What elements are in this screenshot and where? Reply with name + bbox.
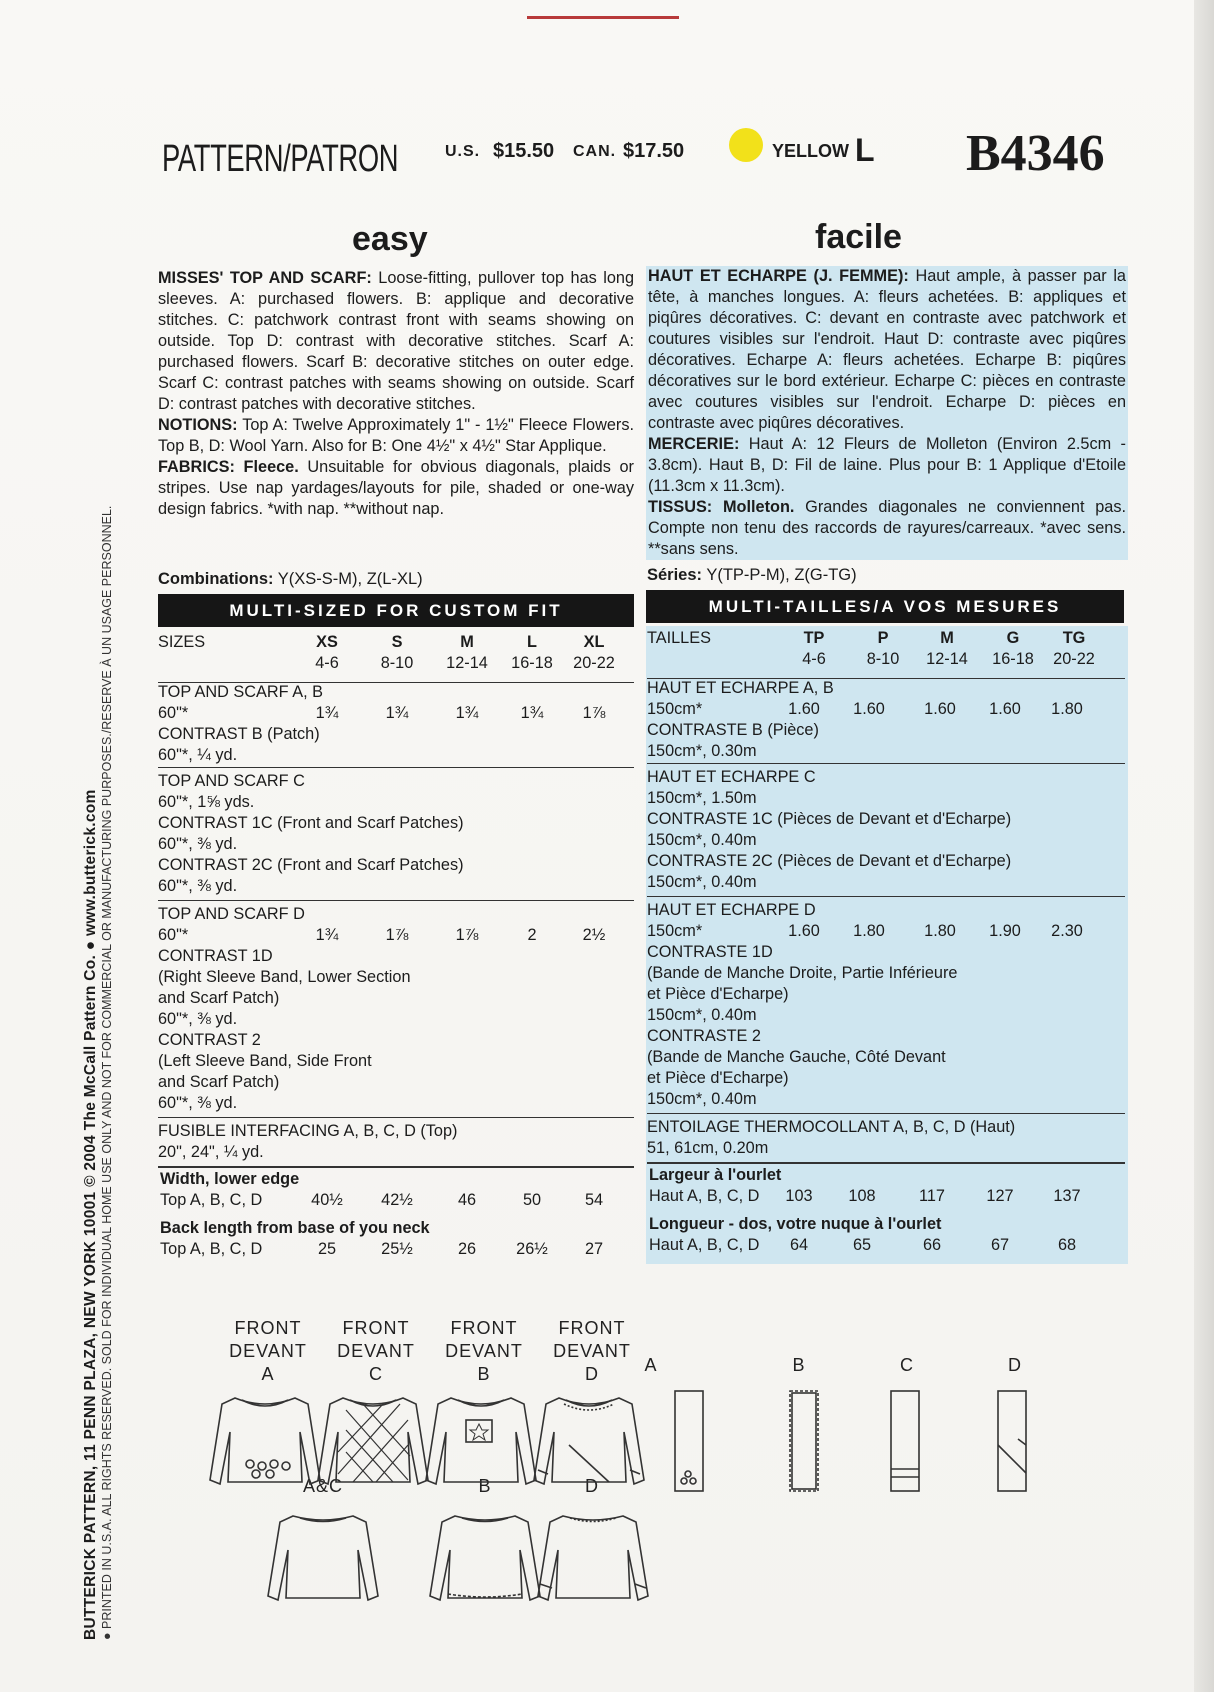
- front-label-view: C: [369, 1364, 383, 1384]
- c-contrast2: CONTRASTE 2C (Pièces de Devant et d'Echarpe): [647, 852, 1012, 870]
- description-text-fr: Haut ample, à passer par la tête, à manches longues. A: fleurs achetées. B: appliques et piqûres décoratives. C: devant en contraste avec patchwork et coutures visibles sur l'endroit. Haut D: contraste avec piqûres décoratives. Echarpe A: fleurs achetées. Echarpe B: piqûres décoratives sur le bord extérieur. Echarpe C: pièces en contraste avec coutures visibles sur l'endroit. Echarpe D: pièces en contraste avec piqûres décoratives.: [648, 267, 1126, 432]
- d-contrast1-value: 150cm*, 0.40m: [647, 1006, 757, 1024]
- description-en: [158, 268, 634, 520]
- d-contrast1: CONTRAST 1D: [158, 947, 273, 965]
- width-label: Largeur à l'ourlet: [649, 1166, 782, 1184]
- fabrics-bold-en: Fleece.: [243, 458, 299, 476]
- width-value: 46: [457, 1191, 477, 1209]
- d-title: TOP AND SCARF D: [158, 905, 305, 923]
- top-front-d-icon: [534, 1398, 644, 1484]
- front-label-line: DEVANT: [445, 1341, 523, 1361]
- pattern-label: PATTERN/PATRON: [162, 138, 399, 180]
- d-contrast2-desc-a: (Bande de Manche Gauche, Côté Devant: [647, 1048, 946, 1066]
- front-label-view: D: [585, 1364, 599, 1384]
- size-code: S: [391, 633, 403, 651]
- yardage-value: 1.90: [989, 922, 1021, 940]
- length-row: Top A, B, C, D: [160, 1240, 263, 1258]
- ab-contrast-value: 60"*, ¼ yd.: [158, 746, 238, 764]
- row-divider: [647, 1162, 1125, 1164]
- width-row: Top A, B, C, D: [160, 1191, 263, 1209]
- front-label-line: DEVANT: [229, 1341, 307, 1361]
- ab-contrast: CONTRAST B (Patch): [158, 725, 320, 743]
- ab-contrast-value: 150cm*, 0.30m: [647, 742, 757, 760]
- fabrics-bold-fr: Molleton.: [722, 498, 795, 516]
- d-contrast1-desc-a: (Right Sleeve Band, Lower Section: [158, 968, 411, 986]
- yardage-value: 1¾: [455, 704, 479, 722]
- front-views: [200, 1390, 660, 1490]
- size-code: M: [460, 633, 474, 651]
- notions-label-fr: MERCERIE:: [648, 435, 740, 453]
- c-contrast1-value: 60"*, ⅜ yd.: [158, 835, 238, 853]
- length-label: Longueur - dos, votre nuque à l'ourlet: [649, 1215, 942, 1233]
- c-contrast1-value: 150cm*, 0.40m: [647, 831, 757, 849]
- size-range: 16-18: [992, 650, 1034, 668]
- size-range: 16-18: [511, 654, 553, 672]
- scarf-label-a: A: [644, 1355, 658, 1375]
- length-value: 27: [584, 1240, 604, 1258]
- row-divider: [158, 767, 634, 768]
- interfacing: FUSIBLE INTERFACING A, B, C, D (Top): [158, 1122, 458, 1140]
- c-contrast2-value: 60"*, ⅜ yd.: [158, 877, 238, 895]
- back-views: [265, 1508, 665, 1608]
- length-value: 25½: [381, 1240, 413, 1258]
- can-label: CAN.: [573, 143, 617, 160]
- d-fabric: 150cm*: [647, 922, 703, 940]
- size-code: TP: [803, 629, 825, 647]
- size-code: L: [855, 132, 875, 168]
- c-title: TOP AND SCARF C: [158, 772, 305, 790]
- width-value: 127: [986, 1187, 1014, 1205]
- description-fr: [646, 266, 1128, 560]
- scarf-a-icon: [675, 1391, 703, 1491]
- top-front-a-icon: [210, 1398, 320, 1484]
- sizes-label: SIZES: [158, 633, 206, 651]
- interfacing: ENTOILAGE THERMOCOLLANT A, B, C, D (Haut): [647, 1118, 1016, 1136]
- size-code: G: [1006, 629, 1020, 647]
- side-imprint-line2: ● PRINTED IN U.S.A. ALL RIGHTS RESERVED. SOLD FOR INDIVIDUAL HOME USE ONLY AND NOT FOR COMMERCIAL OR MANUFACTURING PURPOSES./RESERVE À UN USAGE PERSONNEL.: [100, 505, 114, 1640]
- yardage-value: 1.80: [853, 922, 885, 940]
- width-row: Haut A, B, C, D: [649, 1187, 760, 1205]
- title-en: MISSES' TOP AND SCARF:: [158, 269, 372, 287]
- yardage-table-en: [158, 630, 634, 1270]
- top-front-c-icon: [318, 1398, 428, 1484]
- combinations-en: [158, 570, 423, 589]
- size-code: M: [940, 629, 954, 647]
- d-contrast1-desc-b: et Pièce d'Echarpe): [647, 985, 789, 1003]
- scarf-d-icon: [998, 1391, 1026, 1491]
- can-price: $17.50: [623, 140, 685, 162]
- fabrics-label-fr: TISSUS:: [648, 498, 713, 516]
- scarf-label-c: C: [900, 1355, 914, 1375]
- d-contrast2: CONTRAST 2: [158, 1031, 261, 1049]
- paper-edge: [1194, 0, 1214, 1692]
- front-label-view: A: [261, 1364, 275, 1384]
- us-price: $15.50: [493, 140, 555, 162]
- yardage-value: 1⅞: [385, 926, 409, 944]
- width-label: Width, lower edge: [160, 1170, 300, 1188]
- c-contrast2: CONTRAST 2C (Front and Scarf Patches): [158, 856, 464, 874]
- d-contrast2-value: 60"*, ⅜ yd.: [158, 1094, 238, 1112]
- front-label-line: FRONT: [234, 1318, 302, 1338]
- size-range: 8-10: [380, 654, 414, 672]
- notions-fr: Haut A: 12 Fleurs de Molleton (Environ 2.5cm - 3.8cm). Haut B, D: Fil de laine. Plus pour B: 1 Applique d'Etoile (11.3cm x 11.3cm).: [648, 435, 1126, 495]
- top-back-d-icon: [538, 1516, 648, 1600]
- front-label-b: [429, 1317, 539, 1386]
- c-fabric: 150cm*, 1.50m: [647, 789, 757, 807]
- yardage-value: 1.80: [1051, 700, 1083, 718]
- d-contrast2-desc-a: (Left Sleeve Band, Side Front: [158, 1052, 372, 1070]
- fabrics-fr: Grandes diagonales ne conviennent pas. Compte non tenu des raccords de rayures/carreaux. *avec sens. **sans sens.: [648, 498, 1126, 558]
- yardage-value: 1⅞: [455, 926, 479, 944]
- length-value: 67: [990, 1236, 1010, 1254]
- side-imprint-line1: BUTTERICK PATTERN, 11 PENN PLAZA, NEW YORK 10001 © 2004 The McCall Pattern Co. ● www.butterick.com: [82, 789, 99, 1640]
- d-contrast2-desc-b: et Pièce d'Echarpe): [647, 1069, 789, 1087]
- row-divider: [158, 900, 634, 901]
- row-divider: [647, 1113, 1125, 1114]
- width-value: 50: [522, 1191, 542, 1209]
- interfacing-value: 20", 24", ¼ yd.: [158, 1143, 264, 1161]
- c-contrast2-value: 150cm*, 0.40m: [647, 873, 757, 891]
- size-range: 8-10: [866, 650, 900, 668]
- size-code: P: [877, 629, 889, 647]
- color-label: YELLOW: [772, 141, 849, 161]
- tailles-label: TAILLES: [647, 629, 711, 647]
- row-divider: [158, 1166, 634, 1168]
- length-label: Back length from base of you neck: [160, 1219, 430, 1237]
- yardage-table-fr: [647, 626, 1125, 1266]
- yardage-value: 1.60: [989, 700, 1021, 718]
- size-range: 12-14: [926, 650, 968, 668]
- ab-fabric: 150cm*: [647, 700, 703, 718]
- width-value: 42½: [381, 1191, 413, 1209]
- front-label-d: [537, 1317, 647, 1386]
- ab-title: HAUT ET ECHARPE A, B: [647, 679, 834, 697]
- ab-fabric: 60"*: [158, 704, 189, 722]
- c-contrast1: CONTRAST 1C (Front and Scarf Patches): [158, 814, 464, 832]
- width-value: 40½: [311, 1191, 343, 1209]
- size-range: 20-22: [573, 654, 615, 672]
- size-range: 20-22: [1053, 650, 1095, 668]
- width-value: 54: [584, 1191, 604, 1209]
- combinations-label-en: Combinations:: [158, 570, 274, 588]
- yardage-value: 2: [527, 926, 537, 944]
- scarf-b-icon: [790, 1391, 818, 1491]
- yardage-value: 2.30: [1051, 922, 1083, 940]
- interfacing-value: 51, 61cm, 0.20m: [647, 1139, 769, 1157]
- combinations-label-fr: Séries:: [647, 566, 703, 584]
- scarf-views: [660, 1385, 1060, 1505]
- fabrics-en: Unsuitable for obvious diagonals, plaids or stripes. Use nap yardages/layouts for pile, shaded or one-way design fabrics. *with nap. **without nap.: [158, 458, 634, 518]
- top-front-b-icon: [426, 1398, 536, 1484]
- size-code: TG: [1062, 629, 1086, 647]
- row-divider: [647, 763, 1125, 764]
- length-row: Haut A, B, C, D: [649, 1236, 760, 1254]
- yardage-value: 2½: [582, 926, 606, 944]
- length-value: 65: [852, 1236, 872, 1254]
- fabrics-label-en: FABRICS:: [158, 458, 235, 476]
- size-code: XS: [316, 633, 338, 651]
- combinations-value-en: Y(XS-S-M), Z(L-XL): [277, 570, 423, 588]
- back-label-b: B: [478, 1476, 492, 1496]
- difficulty-fr: facile: [815, 218, 902, 256]
- yardage-value: 1.80: [924, 922, 956, 940]
- length-value: 26: [457, 1240, 477, 1258]
- title-fr: HAUT ET ECHARPE (J. FEMME):: [648, 267, 909, 285]
- yardage-value: 1.60: [788, 700, 820, 718]
- ab-title: TOP AND SCARF A, B: [158, 683, 323, 701]
- row-divider: [647, 896, 1125, 897]
- us-label: U.S.: [445, 143, 481, 160]
- size-range: 12-14: [446, 654, 488, 672]
- c-contrast1: CONTRASTE 1C (Pièces de Devant et d'Echarpe): [647, 810, 1012, 828]
- d-contrast1: CONTRASTE 1D: [647, 943, 773, 961]
- front-label-line: DEVANT: [337, 1341, 415, 1361]
- back-label-d: D: [585, 1476, 599, 1496]
- yardage-value: 1¾: [315, 926, 339, 944]
- top-back-ac-icon: [268, 1516, 378, 1600]
- yardage-value: 1¾: [385, 704, 409, 722]
- width-value: 108: [848, 1187, 876, 1205]
- yardage-value: 1.60: [853, 700, 885, 718]
- d-contrast1-value: 60"*, ⅜ yd.: [158, 1010, 238, 1028]
- d-fabric: 60"*: [158, 926, 189, 944]
- d-contrast2-desc-b: and Scarf Patch): [158, 1073, 280, 1091]
- c-title: HAUT ET ECHARPE C: [647, 768, 816, 786]
- length-value: 25: [317, 1240, 337, 1258]
- front-label-line: DEVANT: [553, 1341, 631, 1361]
- top-rule: [527, 16, 679, 19]
- size-range: 4-6: [315, 654, 339, 672]
- front-label-c: [321, 1317, 431, 1386]
- pattern-number: B4346: [966, 125, 1105, 182]
- length-value: 66: [922, 1236, 942, 1254]
- yardage-value: 1⅞: [582, 704, 606, 722]
- combinations-value-fr: Y(TP-P-M), Z(G-TG): [706, 566, 857, 584]
- length-value: 64: [789, 1236, 809, 1254]
- notions-en: Top A: Twelve Approximately 1" - 1½" Fleece Flowers. Top B, D: Wool Yarn. Also for B: One 4½" x 4½" Star Applique.: [158, 416, 634, 455]
- front-label-a: [213, 1317, 323, 1386]
- front-label-line: FRONT: [558, 1318, 626, 1338]
- yardage-value: 1¾: [520, 704, 544, 722]
- ab-contrast: CONTRASTE B (Pièce): [647, 721, 819, 739]
- d-title: HAUT ET ECHARPE D: [647, 901, 816, 919]
- front-label-line: FRONT: [342, 1318, 410, 1338]
- table-title-en: MULTI-SIZED FOR CUSTOM FIT: [158, 594, 634, 627]
- difficulty-en: easy: [352, 220, 428, 258]
- size-code: L: [527, 633, 537, 651]
- yardage-value: 1.60: [788, 922, 820, 940]
- yardage-value: 1¾: [315, 704, 339, 722]
- width-value: 117: [919, 1187, 945, 1205]
- top-back-b-icon: [430, 1516, 540, 1600]
- description-text-en: Loose-fitting, pullover top has long sleeves. A: purchased flowers. B: applique and decorative stitches. C: patchwork contrast front with seams showing on outside. Top D: contrast with decorative stitches. Scarf A: purchased flowers. Scarf B: decorative stitches on outer edge. Scarf C: contrast patches with seams showing on outside. Scarf D: contrast patches with decorative stitches.: [158, 269, 635, 413]
- table-title-fr: MULTI-TAILLES/A VOS MESURES: [646, 590, 1124, 623]
- width-value: 103: [785, 1187, 813, 1205]
- length-value: 26½: [516, 1240, 548, 1258]
- d-contrast2-value: 150cm*, 0.40m: [647, 1090, 757, 1108]
- d-contrast1-desc-b: and Scarf Patch): [158, 989, 280, 1007]
- back-label-ac: A&C: [302, 1476, 343, 1496]
- size-code: XL: [583, 633, 605, 651]
- notions-label-en: NOTIONS:: [158, 416, 238, 434]
- front-label-view: B: [477, 1364, 491, 1384]
- length-value: 68: [1057, 1236, 1077, 1254]
- color-dot-icon: [729, 128, 763, 162]
- scarf-label-b: B: [792, 1355, 806, 1375]
- scarf-c-icon: [891, 1391, 919, 1491]
- c-fabric: 60"*, 1⅝ yds.: [158, 793, 255, 811]
- row-divider: [158, 1117, 634, 1118]
- front-label-line: FRONT: [450, 1318, 518, 1338]
- d-contrast1-desc-a: (Bande de Manche Droite, Partie Inférieure: [647, 964, 958, 982]
- side-imprint: [82, 506, 114, 1640]
- scarf-label-d: D: [1008, 1355, 1022, 1375]
- d-contrast2: CONTRASTE 2: [647, 1027, 761, 1045]
- combinations-fr: [647, 566, 857, 585]
- width-value: 137: [1053, 1187, 1081, 1205]
- yardage-value: 1.60: [924, 700, 956, 718]
- size-range: 4-6: [802, 650, 826, 668]
